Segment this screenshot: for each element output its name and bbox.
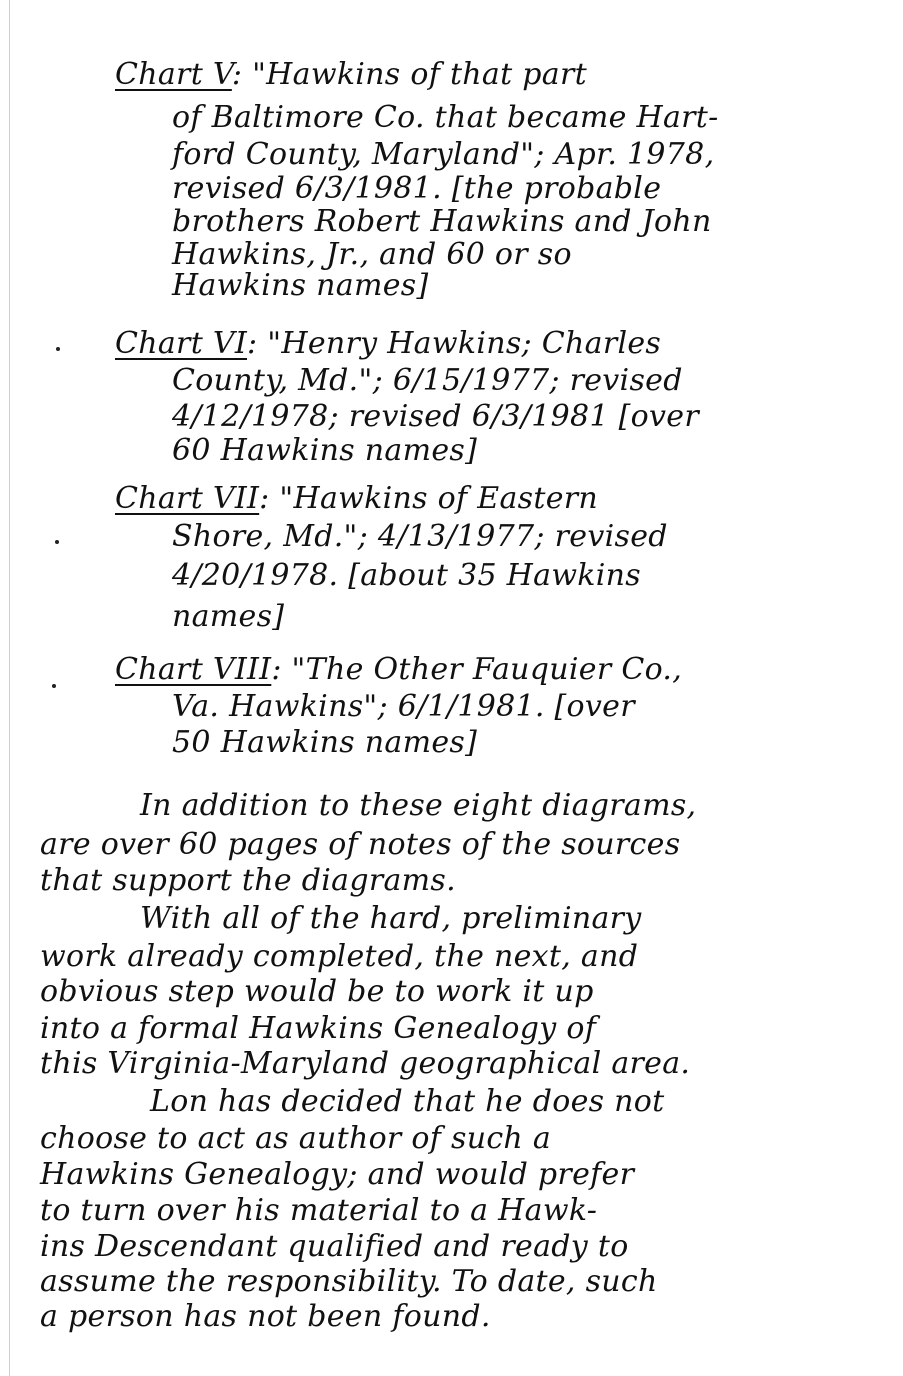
chart-vi-line: County, Md."; 6/15/1977; revised [172, 363, 683, 398]
paragraph-line: In addition to these eight diagrams, [140, 788, 697, 823]
chart-viii-label: Chart VIII [115, 652, 272, 687]
paragraph-line: are over 60 pages of notes of the sources [40, 827, 681, 862]
chart-v-line: of Baltimore Co. that became Hart- [172, 100, 719, 135]
paragraph-line: Hawkins Genealogy; and would prefer [40, 1157, 635, 1192]
chart-v-line: ford County, Maryland"; Apr. 1978, [172, 137, 715, 172]
paragraph-line: this Virginia-Maryland geographical area. [40, 1046, 691, 1081]
chart-v-line: Hawkins, Jr., and 60 or so [172, 237, 572, 272]
paragraph-line: into a formal Hawkins Genealogy of [40, 1011, 597, 1046]
chart-vii-line: Shore, Md."; 4/13/1977; revised [172, 519, 668, 554]
paragraph-line: that support the diagrams. [40, 863, 456, 898]
paragraph-line: With all of the hard, preliminary [140, 901, 642, 936]
chart-v-line: Hawkins names] [172, 268, 429, 303]
chart-v-line: brothers Robert Hawkins and John [172, 204, 712, 239]
page-edge-line [9, 0, 10, 1376]
paragraph-line: Lon has decided that he does not [150, 1084, 665, 1119]
chart-vii-label: Chart VII [115, 481, 260, 516]
paragraph-line: to turn over his material to a Hawk- [40, 1193, 598, 1228]
chart-vii-line: 4/20/1978. [about 35 Hawkins [172, 558, 641, 593]
chart-viii-line: : "The Other Fauquier Co., [271, 652, 683, 687]
chart-vii-line: names] [172, 599, 285, 634]
margin-dot [52, 684, 56, 688]
chart-vi-line: 4/12/1978; revised 6/3/1981 [over [172, 399, 699, 434]
chart-vi-label: Chart VI [115, 326, 248, 361]
chart-vi-line: : "Henry Hawkins; Charles [247, 326, 662, 361]
chart-v-line: : "Hawkins of that part [231, 57, 587, 92]
paragraph-line: a person has not been found. [40, 1299, 491, 1334]
chart-vi-line: 60 Hawkins names] [172, 433, 478, 468]
chart-vii-heading [115, 481, 599, 516]
chart-vi-heading [115, 326, 662, 361]
chart-v-heading [115, 57, 587, 92]
paragraph-line: obvious step would be to work it up [40, 974, 594, 1009]
paragraph-line: ins Descendant qualified and ready to [40, 1229, 629, 1264]
chart-viii-line: Va. Hawkins"; 6/1/1981. [over [172, 689, 635, 724]
chart-viii-line: 50 Hawkins names] [172, 725, 478, 760]
margin-dot [55, 540, 59, 544]
paragraph-line: choose to act as author of such a [40, 1121, 552, 1156]
chart-viii-heading [115, 652, 683, 687]
paragraph-line: assume the responsibility. To date, such [40, 1264, 658, 1299]
margin-dot [56, 347, 60, 351]
chart-v-label: Chart V [115, 57, 232, 92]
paragraph-line: work already completed, the next, and [40, 939, 639, 974]
chart-vii-line: : "Hawkins of Eastern [259, 481, 599, 516]
chart-v-line: revised 6/3/1981. [the probable [172, 171, 662, 206]
